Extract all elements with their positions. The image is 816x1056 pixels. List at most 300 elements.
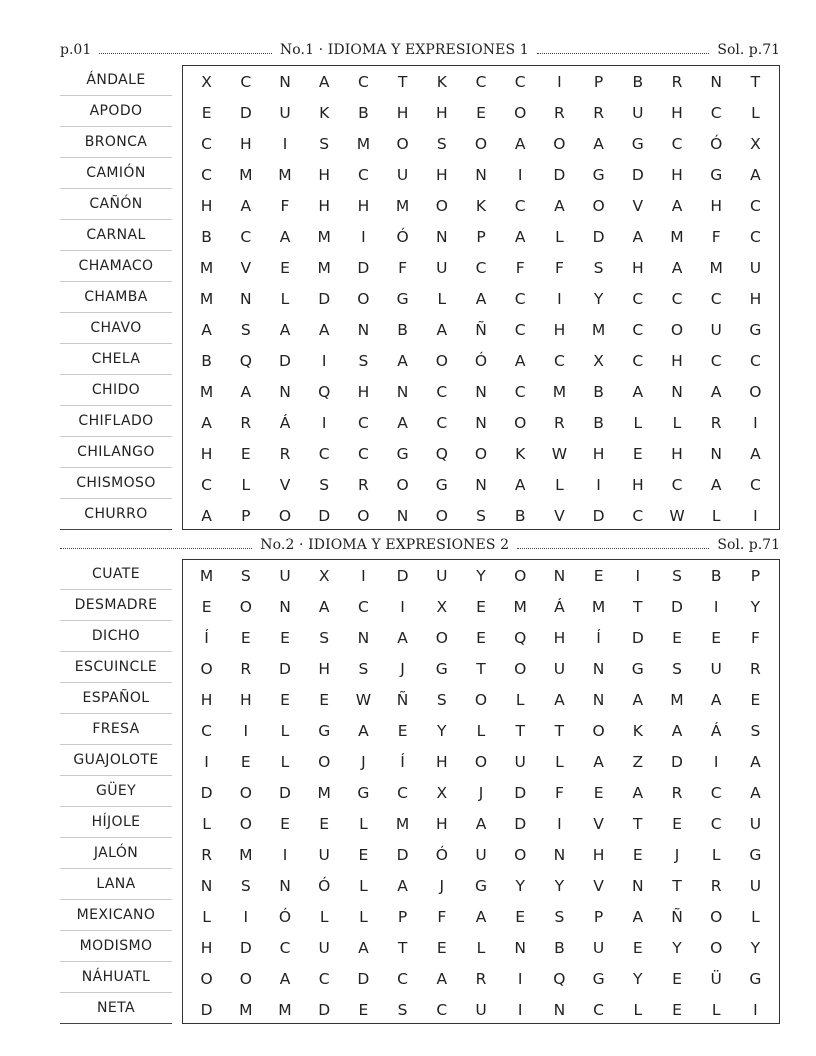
grid-letter: A: [279, 227, 291, 246]
grid-letter: C: [514, 382, 526, 401]
grid-letter: A: [397, 413, 408, 432]
grid-letter: U: [749, 258, 762, 277]
grid-letter: C: [514, 289, 526, 308]
grid-letter: D: [396, 566, 409, 585]
grid-letter: T: [554, 721, 565, 740]
grid-letter: U: [318, 938, 330, 957]
word-list-item: CAMIÓN: [60, 158, 172, 189]
grid-letter: M: [395, 814, 410, 833]
grid-letter: H: [239, 134, 252, 153]
grid-letter: A: [397, 351, 408, 370]
grid-letter: C: [475, 72, 487, 91]
grid-letter: C: [710, 814, 722, 833]
grid-letter: O: [435, 196, 448, 215]
puzzle-2-letter-grid: [182, 559, 780, 1024]
grid-letter: I: [517, 165, 523, 184]
grid-letter: A: [279, 320, 291, 339]
grid-letter: O: [357, 506, 370, 525]
grid-letter: E: [672, 969, 682, 988]
grid-letter: A: [750, 783, 761, 802]
grid-letter: M: [591, 320, 606, 339]
grid-letter: N: [592, 690, 605, 709]
grid-letter: N: [475, 165, 487, 184]
grid-letter: N: [396, 382, 409, 401]
grid-letter: U: [475, 1000, 487, 1019]
grid-letter: B: [514, 506, 526, 525]
grid-letter: G: [396, 444, 409, 463]
grid-letter: C: [357, 165, 369, 184]
grid-letter: H: [631, 475, 644, 494]
grid-letter: C: [553, 351, 565, 370]
puzzle-2-header: [60, 531, 780, 553]
grid-letter: N: [671, 382, 683, 401]
grid-letter: Y: [554, 876, 565, 895]
grid-letter: K: [475, 196, 487, 215]
grid-letter: I: [557, 289, 562, 308]
grid-letter: A: [201, 413, 212, 432]
grid-letter: S: [319, 475, 330, 494]
grid-letter: O: [239, 783, 252, 802]
grid-letter: H: [671, 444, 683, 463]
grid-letter: C: [357, 444, 369, 463]
grid-letter: M: [356, 134, 371, 153]
grid-letter: L: [359, 907, 368, 926]
word-list-item: NÁHUATL: [60, 962, 172, 993]
grid-letter: A: [632, 227, 644, 246]
grid-letter: E: [358, 1000, 369, 1019]
grid-letter: T: [397, 72, 408, 91]
grid-letter: O: [514, 659, 527, 678]
grid-letter: J: [478, 783, 484, 802]
grid-letter: O: [514, 566, 527, 585]
word-list-item: LANA: [60, 869, 172, 900]
grid-letter: C: [318, 969, 330, 988]
grid-letter: Ñ: [475, 320, 487, 339]
word-list-item: CUATE: [60, 559, 172, 590]
grid-letter: V: [632, 196, 644, 215]
grid-letter: C: [749, 475, 761, 494]
grid-letter: D: [671, 597, 683, 616]
leader-dots: [537, 53, 710, 54]
grid-letter: N: [514, 938, 526, 957]
grid-letter: Y: [750, 597, 761, 616]
grid-letter: A: [632, 783, 644, 802]
grid-letter: I: [753, 506, 758, 525]
grid-letter: C: [593, 1000, 604, 1019]
grid-letter: U: [436, 258, 448, 277]
grid-letter: L: [476, 938, 486, 957]
grid-letter: A: [475, 907, 487, 926]
grid-letter: H: [357, 196, 370, 215]
grid-letter: U: [749, 814, 762, 833]
grid-letter: D: [514, 814, 527, 833]
grid-letter: Ñ: [396, 690, 409, 709]
grid-letter: I: [243, 907, 249, 926]
grid-letter: R: [554, 103, 565, 122]
grid-letter: H: [357, 382, 370, 401]
grid-letter: L: [555, 227, 564, 246]
grid-letter: H: [710, 196, 723, 215]
grid-letter: R: [554, 413, 565, 432]
grid-letter: B: [397, 320, 408, 339]
grid-letter: B: [201, 227, 212, 246]
word-list-item: ESPAÑOL: [60, 683, 172, 714]
puzzle-1-word-list: [60, 65, 172, 530]
grid-letter: N: [631, 876, 644, 895]
grid-letter: I: [361, 227, 366, 246]
grid-letter: D: [200, 1000, 213, 1019]
grid-letter: A: [514, 227, 526, 246]
grid-letter: S: [319, 628, 330, 647]
word-list-item: CHISMOSO: [60, 468, 172, 499]
grid-letter: A: [475, 289, 487, 308]
grid-letter: C: [318, 444, 330, 463]
grid-letter: X: [750, 134, 761, 153]
grid-letter: D: [592, 506, 605, 525]
grid-letter: S: [397, 1000, 408, 1019]
grid-letter: H: [239, 690, 252, 709]
grid-letter: N: [553, 566, 566, 585]
grid-letter: H: [631, 258, 644, 277]
grid-letter: G: [396, 289, 409, 308]
grid-letter: X: [593, 351, 604, 370]
grid-letter: D: [396, 845, 409, 864]
grid-letter: W: [355, 690, 372, 709]
word-list-item: CAÑÓN: [60, 189, 172, 220]
grid-letter: T: [476, 659, 486, 678]
puzzle-2-solution-ref: Sol. p.71: [717, 537, 780, 553]
grid-letter: L: [751, 103, 760, 122]
grid-letter: M: [317, 783, 331, 802]
grid-letter: D: [631, 165, 644, 184]
grid-letter: G: [710, 165, 723, 184]
grid-letter: M: [199, 258, 214, 277]
word-list-item: JALÓN: [60, 838, 172, 869]
grid-letter: R: [240, 659, 252, 678]
grid-letter: T: [672, 876, 682, 895]
grid-letter: Q: [318, 382, 331, 401]
grid-letter: A: [632, 907, 644, 926]
grid-letter: G: [749, 845, 762, 864]
grid-letter: S: [593, 258, 604, 277]
grid-letter: L: [672, 413, 682, 432]
grid-letter: U: [279, 103, 291, 122]
grid-letter: A: [593, 752, 604, 771]
grid-letter: L: [711, 1000, 721, 1019]
grid-letter: H: [435, 814, 448, 833]
grid-letter: M: [591, 597, 606, 616]
grid-letter: B: [554, 938, 565, 957]
grid-letter: C: [357, 72, 369, 91]
grid-letter: Y: [633, 969, 643, 988]
grid-letter: H: [318, 196, 331, 215]
grid-letter: A: [318, 72, 330, 91]
grid-letter: N: [279, 72, 291, 91]
grid-letter: R: [593, 103, 604, 122]
grid-letter: C: [201, 165, 212, 184]
grid-letter: N: [553, 1000, 566, 1019]
grid-letter: E: [240, 444, 251, 463]
grid-letter: C: [710, 783, 722, 802]
grid-letter: H: [749, 289, 762, 308]
word-list-item: CHIFLADO: [60, 406, 172, 437]
grid-letter: U: [710, 320, 722, 339]
grid-letter: C: [671, 134, 683, 153]
grid-letter: E: [358, 845, 369, 864]
grid-letter: U: [553, 659, 566, 678]
grid-letter: N: [396, 506, 409, 525]
grid-letter: Ñ: [671, 907, 683, 926]
grid-letter: C: [357, 413, 369, 432]
grid-letter: C: [201, 475, 212, 494]
grid-letter: N: [357, 320, 370, 339]
grid-letter: U: [592, 938, 605, 957]
grid-letter: V: [554, 506, 565, 525]
grid-letter: C: [710, 103, 722, 122]
grid-letter: M: [670, 690, 684, 709]
grid-letter: D: [514, 783, 527, 802]
grid-letter: D: [200, 783, 213, 802]
word-list-item: NETA: [60, 993, 172, 1024]
word-list-item: BRONCA: [60, 127, 172, 158]
grid-letter: E: [240, 628, 251, 647]
grid-letter: A: [240, 196, 252, 215]
grid-letter: O: [396, 134, 409, 153]
grid-letter: H: [396, 103, 409, 122]
grid-letter: M: [199, 289, 214, 308]
grid-letter: C: [632, 320, 644, 339]
grid-letter: A: [671, 258, 683, 277]
grid-letter: V: [240, 258, 252, 277]
grid-letter: O: [318, 752, 331, 771]
grid-letter: A: [279, 969, 291, 988]
grid-letter: L: [280, 721, 290, 740]
grid-letter: C: [436, 382, 448, 401]
grid-letter: A: [554, 690, 565, 709]
grid-letter: O: [435, 351, 448, 370]
grid-letter: N: [200, 876, 213, 895]
grid-letter: D: [318, 506, 331, 525]
grid-letter: Ó: [318, 876, 331, 895]
puzzle-1-title: No.1 · IDIOMA Y EXPRESIONES 1: [279, 42, 529, 58]
grid-letter: S: [358, 351, 369, 370]
grid-letter: J: [361, 752, 366, 771]
grid-letter: J: [439, 876, 445, 895]
grid-letter: E: [397, 721, 408, 740]
word-list-item: CHAVO: [60, 313, 172, 344]
grid-letter: A: [554, 196, 565, 215]
leader-dots: [517, 548, 709, 549]
grid-letter: L: [633, 1000, 643, 1019]
grid-letter: R: [358, 475, 369, 494]
grid-letter: I: [282, 134, 288, 153]
grid-letter: F: [515, 258, 525, 277]
grid-letter: D: [631, 628, 644, 647]
grid-letter: D: [279, 351, 291, 370]
grid-letter: J: [400, 659, 405, 678]
grid-letter: Á: [710, 721, 722, 740]
grid-letter: A: [750, 752, 761, 771]
grid-letter: N: [475, 413, 487, 432]
grid-letter: O: [474, 752, 488, 771]
grid-letter: G: [592, 969, 605, 988]
grid-letter: R: [710, 413, 722, 432]
grid-letter: A: [514, 351, 526, 370]
grid-letter: C: [397, 969, 408, 988]
grid-letter: L: [555, 752, 564, 771]
grid-letter: L: [555, 475, 564, 494]
grid-letter: S: [476, 506, 486, 525]
grid-letter: D: [239, 938, 252, 957]
grid-letter: I: [753, 413, 758, 432]
grid-letter: L: [633, 413, 643, 432]
grid-letter: C: [632, 289, 644, 308]
grid-letter: Á: [279, 413, 291, 432]
grid-letter: Ó: [710, 134, 723, 153]
grid-letter: Ó: [435, 845, 448, 864]
grid-letter: E: [593, 783, 604, 802]
grid-letter: S: [240, 566, 251, 585]
grid-letter: E: [672, 1000, 682, 1019]
grid-letter: N: [710, 72, 722, 91]
grid-letter: O: [514, 413, 527, 432]
grid-letter: O: [514, 103, 527, 122]
grid-letter: L: [202, 814, 211, 833]
grid-letter: A: [201, 506, 212, 525]
grid-letter: I: [517, 1000, 523, 1019]
grid-letter: A: [671, 196, 683, 215]
word-list-item: HÍJOLE: [60, 807, 172, 838]
grid-letter: B: [358, 103, 369, 122]
grid-letter: S: [750, 721, 761, 740]
grid-letter: G: [318, 721, 331, 740]
grid-letter: D: [279, 659, 291, 678]
grid-letter: N: [475, 475, 487, 494]
grid-letter: D: [357, 258, 370, 277]
word-list-item: CHAMACO: [60, 251, 172, 282]
grid-letter: P: [593, 907, 604, 926]
grid-letter: A: [358, 721, 369, 740]
word-list-item: CHAMBA: [60, 282, 172, 313]
word-list-item: GUAJOLOTE: [60, 745, 172, 776]
grid-letter: O: [435, 506, 448, 525]
grid-letter: A: [593, 134, 604, 153]
grid-letter: H: [200, 196, 213, 215]
grid-letter: A: [318, 597, 330, 616]
grid-letter: E: [711, 628, 722, 647]
grid-letter: C: [397, 783, 408, 802]
grid-letter: E: [280, 258, 290, 277]
word-list-item: CHILANGO: [60, 437, 172, 468]
grid-letter: B: [593, 413, 604, 432]
grid-letter: Q: [553, 969, 566, 988]
word-list-item: CARNAL: [60, 220, 172, 251]
grid-letter: H: [592, 845, 605, 864]
grid-letter: D: [671, 752, 683, 771]
grid-letter: C: [436, 1000, 448, 1019]
grid-letter: L: [280, 752, 290, 771]
grid-letter: C: [749, 196, 761, 215]
grid-letter: G: [749, 969, 762, 988]
grid-letter: D: [239, 103, 252, 122]
grid-letter: I: [557, 814, 562, 833]
grid-letter: A: [436, 320, 448, 339]
grid-letter: E: [632, 444, 643, 463]
grid-letter: I: [635, 566, 641, 585]
grid-letter: B: [632, 72, 644, 91]
word-list-item: ESCUINCLE: [60, 652, 172, 683]
grid-letter: H: [553, 320, 566, 339]
grid-letter: Q: [514, 628, 527, 647]
grid-letter: M: [317, 227, 331, 246]
grid-letter: L: [711, 506, 721, 525]
grid-letter: O: [474, 690, 488, 709]
grid-letter: G: [357, 783, 370, 802]
grid-letter: Ü: [710, 969, 722, 988]
grid-letter: C: [710, 289, 722, 308]
grid-letter: V: [593, 814, 604, 833]
grid-letter: O: [474, 134, 488, 153]
grid-letter: F: [280, 196, 290, 215]
grid-letter: X: [436, 783, 448, 802]
grid-letter: R: [279, 444, 291, 463]
grid-letter: N: [279, 382, 291, 401]
grid-letter: D: [318, 289, 331, 308]
grid-letter: N: [592, 659, 605, 678]
word-list-item: APODO: [60, 96, 172, 127]
grid-letter: Ó: [474, 351, 488, 370]
grid-letter: Y: [476, 566, 486, 585]
grid-letter: O: [278, 506, 292, 525]
grid-letter: C: [749, 227, 761, 246]
grid-letter: V: [593, 876, 604, 895]
grid-letter: N: [710, 444, 722, 463]
grid-letter: E: [240, 752, 251, 771]
grid-letter: I: [400, 597, 405, 616]
grid-letter: N: [279, 876, 291, 895]
grid-letter: S: [436, 134, 447, 153]
grid-letter: L: [515, 690, 525, 709]
grid-letter: E: [672, 628, 682, 647]
grid-letter: E: [476, 103, 486, 122]
grid-letter: H: [435, 752, 448, 771]
grid-letter: Y: [515, 876, 525, 895]
grid-letter: A: [358, 938, 369, 957]
grid-letter: A: [710, 690, 722, 709]
grid-letter: N: [279, 597, 291, 616]
grid-letter: S: [436, 690, 447, 709]
grid-letter: S: [672, 659, 682, 678]
grid-letter: M: [552, 382, 567, 401]
grid-letter: E: [319, 814, 330, 833]
grid-letter: I: [243, 721, 249, 740]
word-list-item: CHURRO: [60, 499, 172, 530]
grid-letter: M: [239, 845, 253, 864]
grid-letter: M: [395, 196, 410, 215]
grid-letter: S: [672, 566, 682, 585]
grid-letter: A: [750, 165, 761, 184]
grid-letter: U: [279, 566, 291, 585]
grid-letter: U: [396, 165, 409, 184]
grid-letter: E: [672, 814, 682, 833]
grid-letter: U: [318, 845, 330, 864]
grid-letter: E: [632, 845, 643, 864]
grid-letter: A: [632, 382, 644, 401]
grid-letter: S: [240, 320, 251, 339]
word-list-item: CHIDO: [60, 375, 172, 406]
grid-letter: B: [710, 566, 722, 585]
word-list-item: GÜEY: [60, 776, 172, 807]
